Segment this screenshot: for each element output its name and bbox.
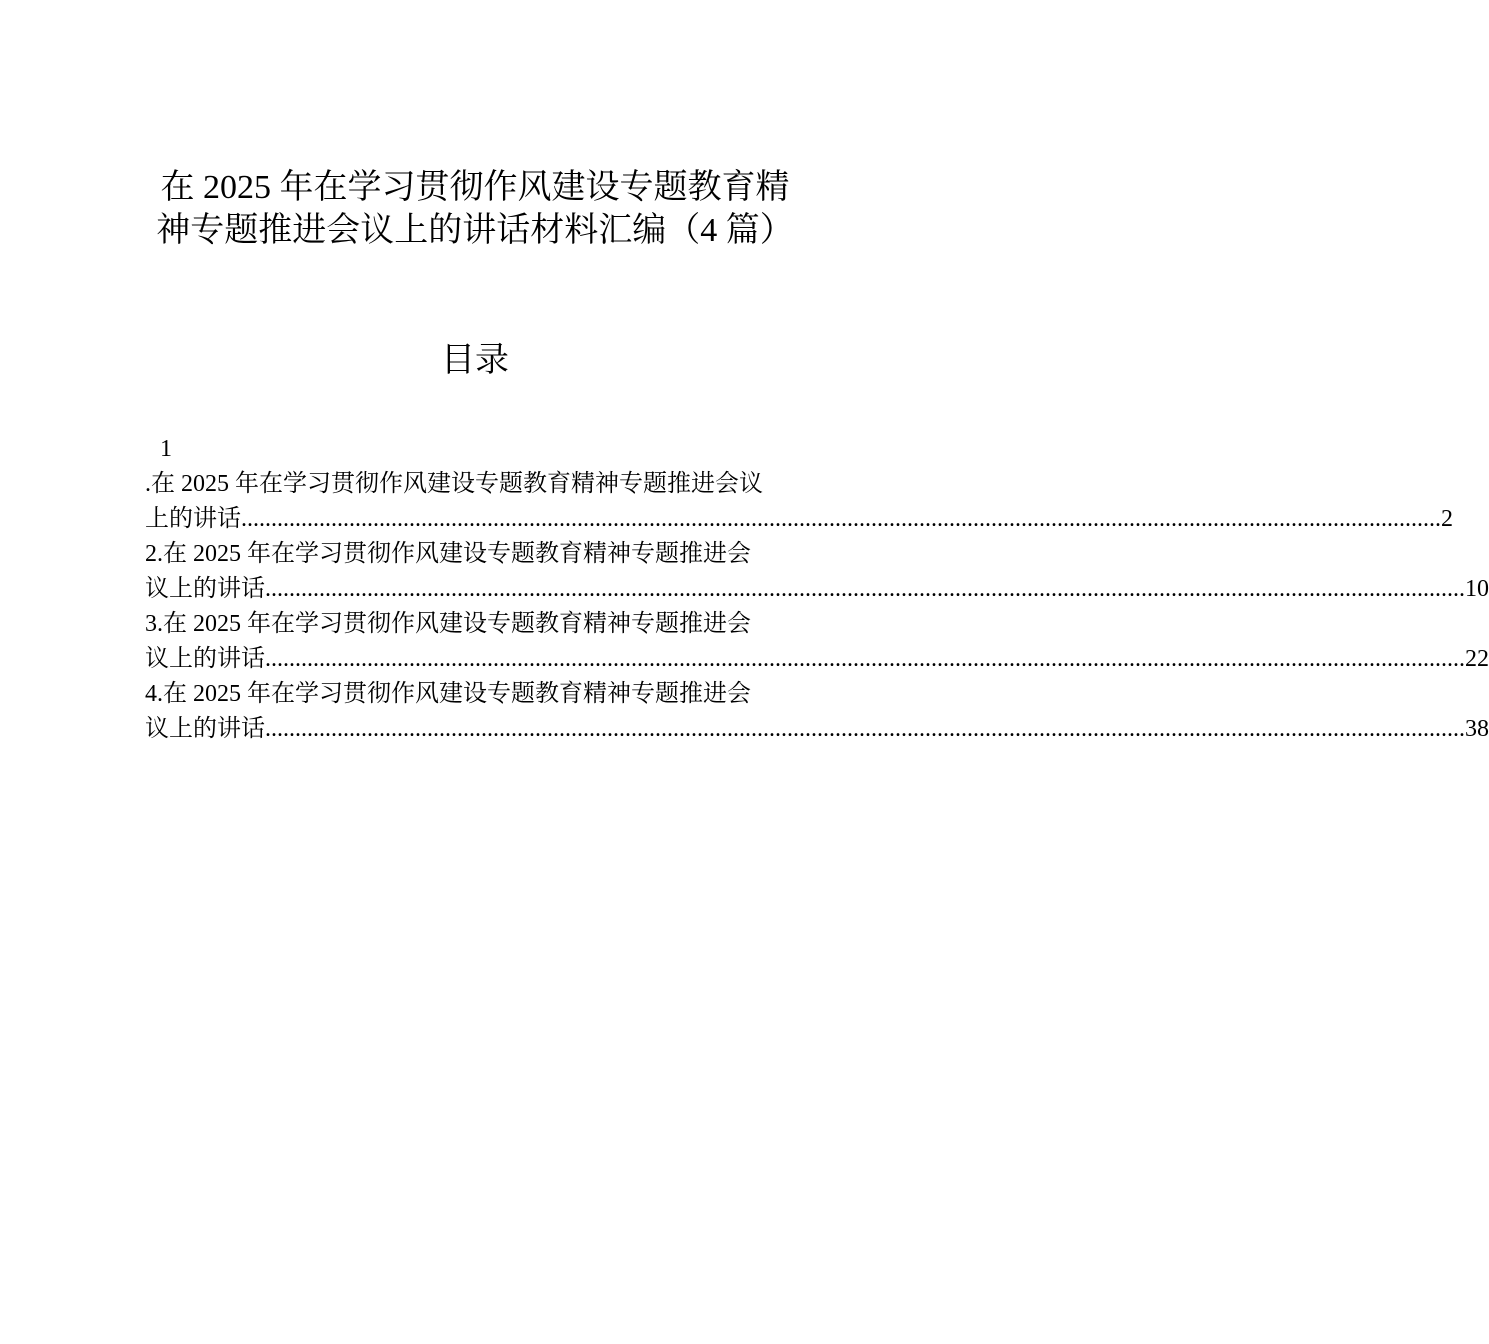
toc-entry-3-line-1[interactable]: 3.在 2025 年在学习贯彻作风建设专题教育精神专题推进会 [145, 611, 751, 637]
toc-entry-1-title-end: 上的讲话 [145, 506, 241, 532]
toc-entry-4-page-number: 38 [1465, 716, 1489, 742]
toc-entry-3-line-2[interactable] [145, 642, 1489, 677]
toc-entry-3-page-number: 22 [1465, 646, 1489, 672]
toc-entry-3-leader-dots: ........................................................................................................................................................................................................ [265, 646, 1465, 672]
toc-entry-3-title-end: 议上的讲话 [145, 646, 265, 672]
toc-entry-2-page-number: 10 [1465, 576, 1489, 602]
toc-heading: 目录 [441, 342, 509, 379]
toc-entry-1-page-number: 2 [1441, 506, 1453, 532]
toc-entry-2-line-1[interactable]: 2.在 2025 年在学习贯彻作风建设专题教育精神专题推进会 [145, 541, 751, 567]
toc-entry-1-line-2[interactable] [145, 502, 1453, 537]
document-title-line-1: 在 2025 年在学习贯彻作风建设专题教育精 [160, 169, 790, 206]
toc-entry-2-line-2[interactable] [145, 572, 1489, 607]
toc-entry-4-line-1[interactable]: 4.在 2025 年在学习贯彻作风建设专题教育精神专题推进会 [145, 681, 751, 707]
toc-entry-4-title-end: 议上的讲话 [145, 716, 265, 742]
toc-entry-2-title-end: 议上的讲话 [145, 576, 265, 602]
toc-entry-2-leader-dots: ........................................................................................................................................................................................................ [265, 576, 1465, 602]
toc-entry-1-line-1[interactable]: .在 2025 年在学习贯彻作风建设专题教育精神专题推进会议 [145, 471, 763, 497]
toc-entry-1-number: 1 [160, 436, 172, 462]
toc-entry-1-leader-dots: ........................................................................................................................................................................................................ [241, 506, 1441, 532]
toc-entry-4-line-2[interactable] [145, 712, 1489, 747]
document-title-line-2: 神专题推进会议上的讲话材料汇编（4 篇） [156, 212, 794, 249]
table-of-contents [145, 432, 1489, 747]
toc-entry-4-leader-dots: ........................................................................................................................................................................................................ [265, 716, 1465, 742]
